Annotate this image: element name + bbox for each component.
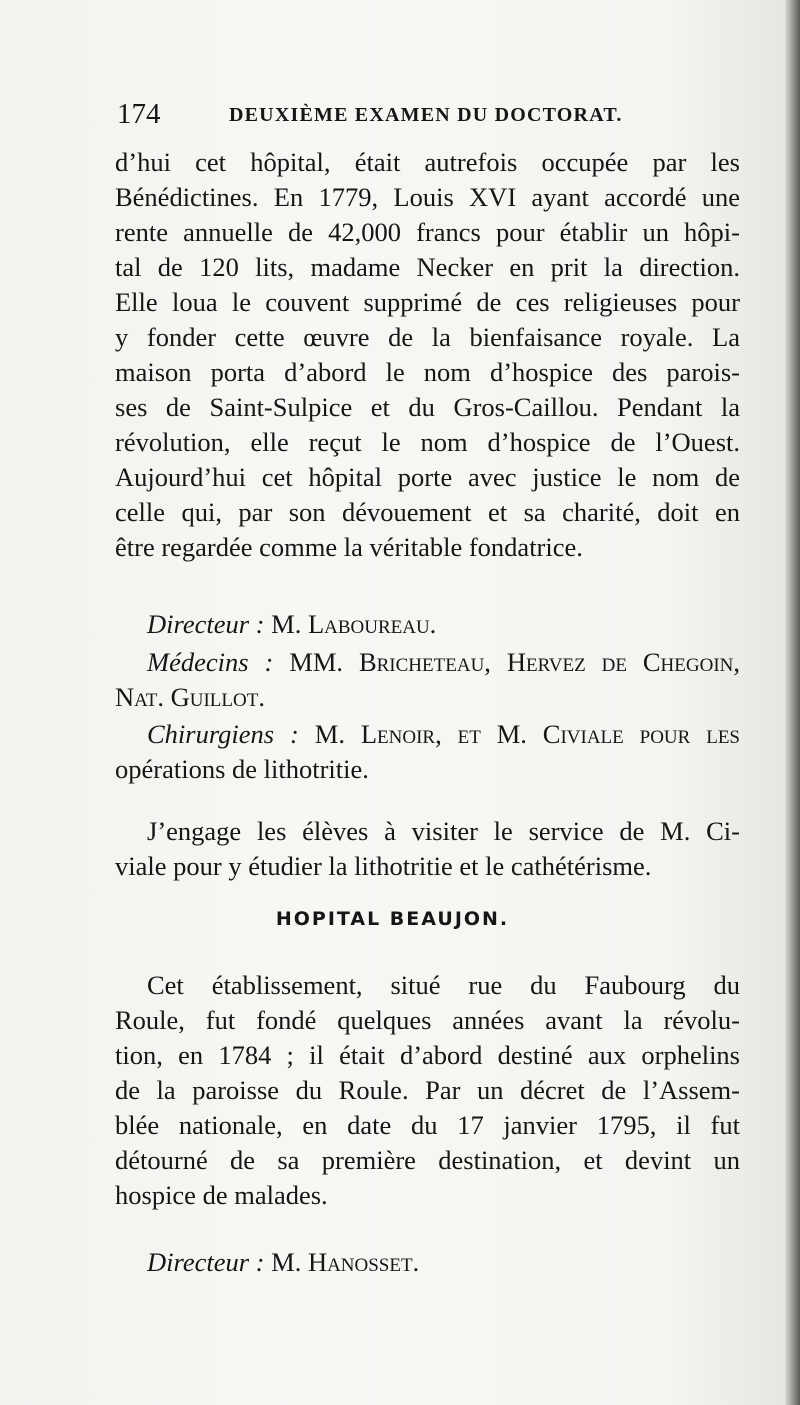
text-line: Roule, fut fondé quelques années avant la révolu- bbox=[115, 1005, 740, 1035]
page-edge-shadow bbox=[785, 0, 800, 1405]
text-line: viale pour y étudier la lithotritie et le cathétérisme. bbox=[115, 851, 652, 881]
running-title: DEUXIÈME EXAMEN DU DOCTORAT. bbox=[229, 104, 623, 126]
page-header bbox=[117, 96, 739, 136]
text-line: celle qui, par son dévouement et sa charité, doit en bbox=[115, 497, 740, 527]
staff-directeur-beaujon bbox=[115, 1245, 740, 1280]
text-line: J’engage les élèves à visiter le service de M. Ci- bbox=[147, 816, 740, 846]
text-line: hospice de malades. bbox=[115, 1180, 328, 1210]
text-line: Elle loua le couvent supprimé de ces religieuses pour bbox=[115, 287, 740, 317]
paragraph-civiale bbox=[115, 814, 740, 884]
text-line: blée nationale, en date du 17 janvier 1795, il fut bbox=[115, 1110, 740, 1140]
text-line: Aujourd’hui cet hôpital porte avec justice le nom de bbox=[115, 462, 740, 492]
text-line: de la paroisse du Roule. Par un décret de l’Assem- bbox=[115, 1075, 740, 1105]
directeur-name: M. Hanosset. bbox=[271, 1247, 420, 1277]
text-line: tal de 120 lits, madame Necker en prit la direction. bbox=[115, 252, 740, 282]
chirurgiens-continued: opérations de lithotritie. bbox=[115, 754, 369, 784]
text-line: d’hui cet hôpital, était autrefois occupée par les bbox=[115, 147, 740, 177]
text-line: Cet établissement, situé rue du Faubourg du bbox=[147, 970, 740, 1000]
staff-directeur bbox=[115, 607, 740, 642]
chirurgiens-names: M. Lenoir, et M. Civiale pour les bbox=[314, 719, 740, 749]
text-line: détourné de sa première destination, et devint un bbox=[115, 1145, 740, 1175]
text-line: maison porta d’abord le nom d’hospice des parois- bbox=[115, 357, 740, 387]
text-line: rente annuelle de 42,000 francs pour établir un hôpi- bbox=[115, 217, 740, 247]
medecins-label: Médecins : bbox=[147, 647, 274, 677]
staff-medecins bbox=[115, 645, 740, 715]
paragraph-hopital-necker bbox=[115, 145, 740, 565]
staff-chirurgiens bbox=[115, 717, 740, 787]
directeur-label: Directeur : bbox=[147, 1247, 265, 1277]
text-line: Bénédictines. En 1779, Louis XVI ayant accordé une bbox=[115, 182, 740, 212]
text-line: révolution, elle reçut le nom d’hospice de l’Ouest. bbox=[115, 427, 740, 457]
directeur-label: Directeur : bbox=[147, 609, 265, 639]
text-line: ses de Saint-Sulpice et du Gros-Caillou. Pendant la bbox=[115, 392, 740, 422]
chirurgiens-line bbox=[115, 717, 740, 752]
section-title: HOPITAL BEAUJON. bbox=[275, 908, 510, 930]
chirurgiens-label: Chirurgiens : bbox=[147, 719, 299, 749]
medecins-names-continued: Nat. Guillot. bbox=[115, 682, 265, 712]
text-line: y fonder cette œuvre de la bienfaisance royale. La bbox=[115, 322, 740, 352]
directeur-name: M. Laboureau. bbox=[271, 609, 437, 639]
page-number: 174 bbox=[117, 98, 161, 130]
text-line: être regardée comme la véritable fondatrice. bbox=[115, 532, 583, 562]
text-line: tion, en 1784 ; il était d’abord destiné aux orphelins bbox=[115, 1040, 740, 1070]
medecins-names: MM. Bricheteau, Hervez de Chegoin, bbox=[289, 647, 741, 677]
medecins-line bbox=[115, 645, 740, 680]
paragraph-hopital-beaujon bbox=[115, 968, 740, 1213]
